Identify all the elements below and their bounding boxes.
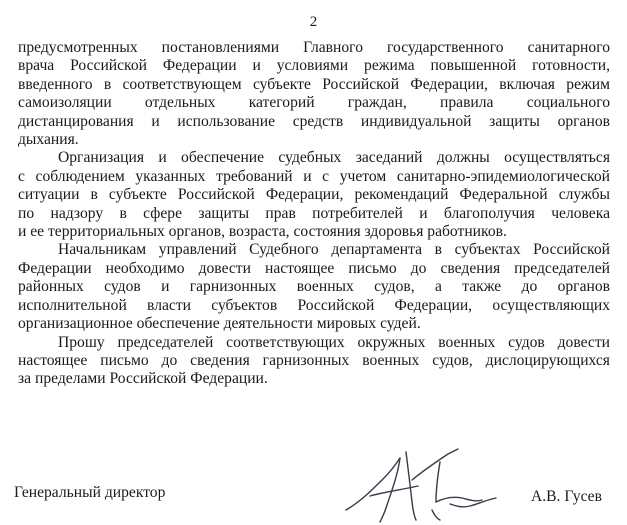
paragraph-line: Организация и обеспечение судебных заседаний должны осуществляться: [58, 149, 610, 167]
paragraph-line: Начальникам управлений Судебного департамента в субъектах Российской: [58, 241, 610, 259]
paragraph-line: врача Российской Федерации и условиями режима повышенной готовности,: [18, 57, 610, 75]
paragraph-3: [18, 241, 610, 333]
paragraph-line: самоизоляции отдельных категорий граждан, правила социального: [18, 94, 610, 112]
letter-body: [18, 39, 610, 389]
paragraph-line: и ее территориальных органов, возраста, состояния здоровья работников.: [18, 223, 507, 241]
paragraph-line: введенного в соответствующем субъекте Российской Федерации, включая режим: [18, 75, 610, 93]
signer-name: А.В. Гусев: [531, 488, 602, 505]
paragraph-line: по надзору в сфере защиты прав потребителей и благополучия человека: [18, 204, 610, 222]
paragraph-line: за пределами Российской Федерации.: [18, 370, 268, 388]
paragraph-line: Прошу председателей соответствующих окружных военных судов довести: [58, 333, 610, 351]
paragraph-line: Федерации необходимо довести настоящее письмо до сведения председателей: [18, 259, 610, 277]
paragraph-line: предусмотренных постановлениями Главного государственного санитарного: [18, 39, 610, 56]
paragraph-line: настоящее письмо до сведения гарнизонных военных судов, дислоцирующихся: [18, 351, 610, 369]
signer-title: Генеральный директор: [14, 484, 166, 501]
paragraph-line: дыхания.: [18, 131, 79, 149]
paragraph-line: районных судов и гарнизонных военных судов, а также до органов: [18, 278, 610, 296]
signature-block: [0, 440, 627, 525]
paragraph-line: дистанцирования и использование средств индивидуальной защиты органов: [18, 112, 610, 130]
paragraph-line: с соблюдением указанных требований и с учетом санитарно-эпидемиологической: [18, 167, 610, 185]
paragraph-line: ситуации в субъекте Российской Федерации, рекомендаций Федеральной службы: [18, 186, 610, 204]
page-number: 2: [309, 14, 318, 30]
paragraph-line: организационное обеспечение деятельности мировых судей.: [18, 315, 421, 333]
paragraph-4: [18, 334, 610, 389]
handwritten-signature: [340, 440, 520, 525]
paragraph-1: [18, 39, 610, 149]
paragraph-2: [18, 149, 610, 241]
paragraph-line: исполнительной власти субъектов Российской Федерации, осуществляющих: [18, 296, 610, 314]
